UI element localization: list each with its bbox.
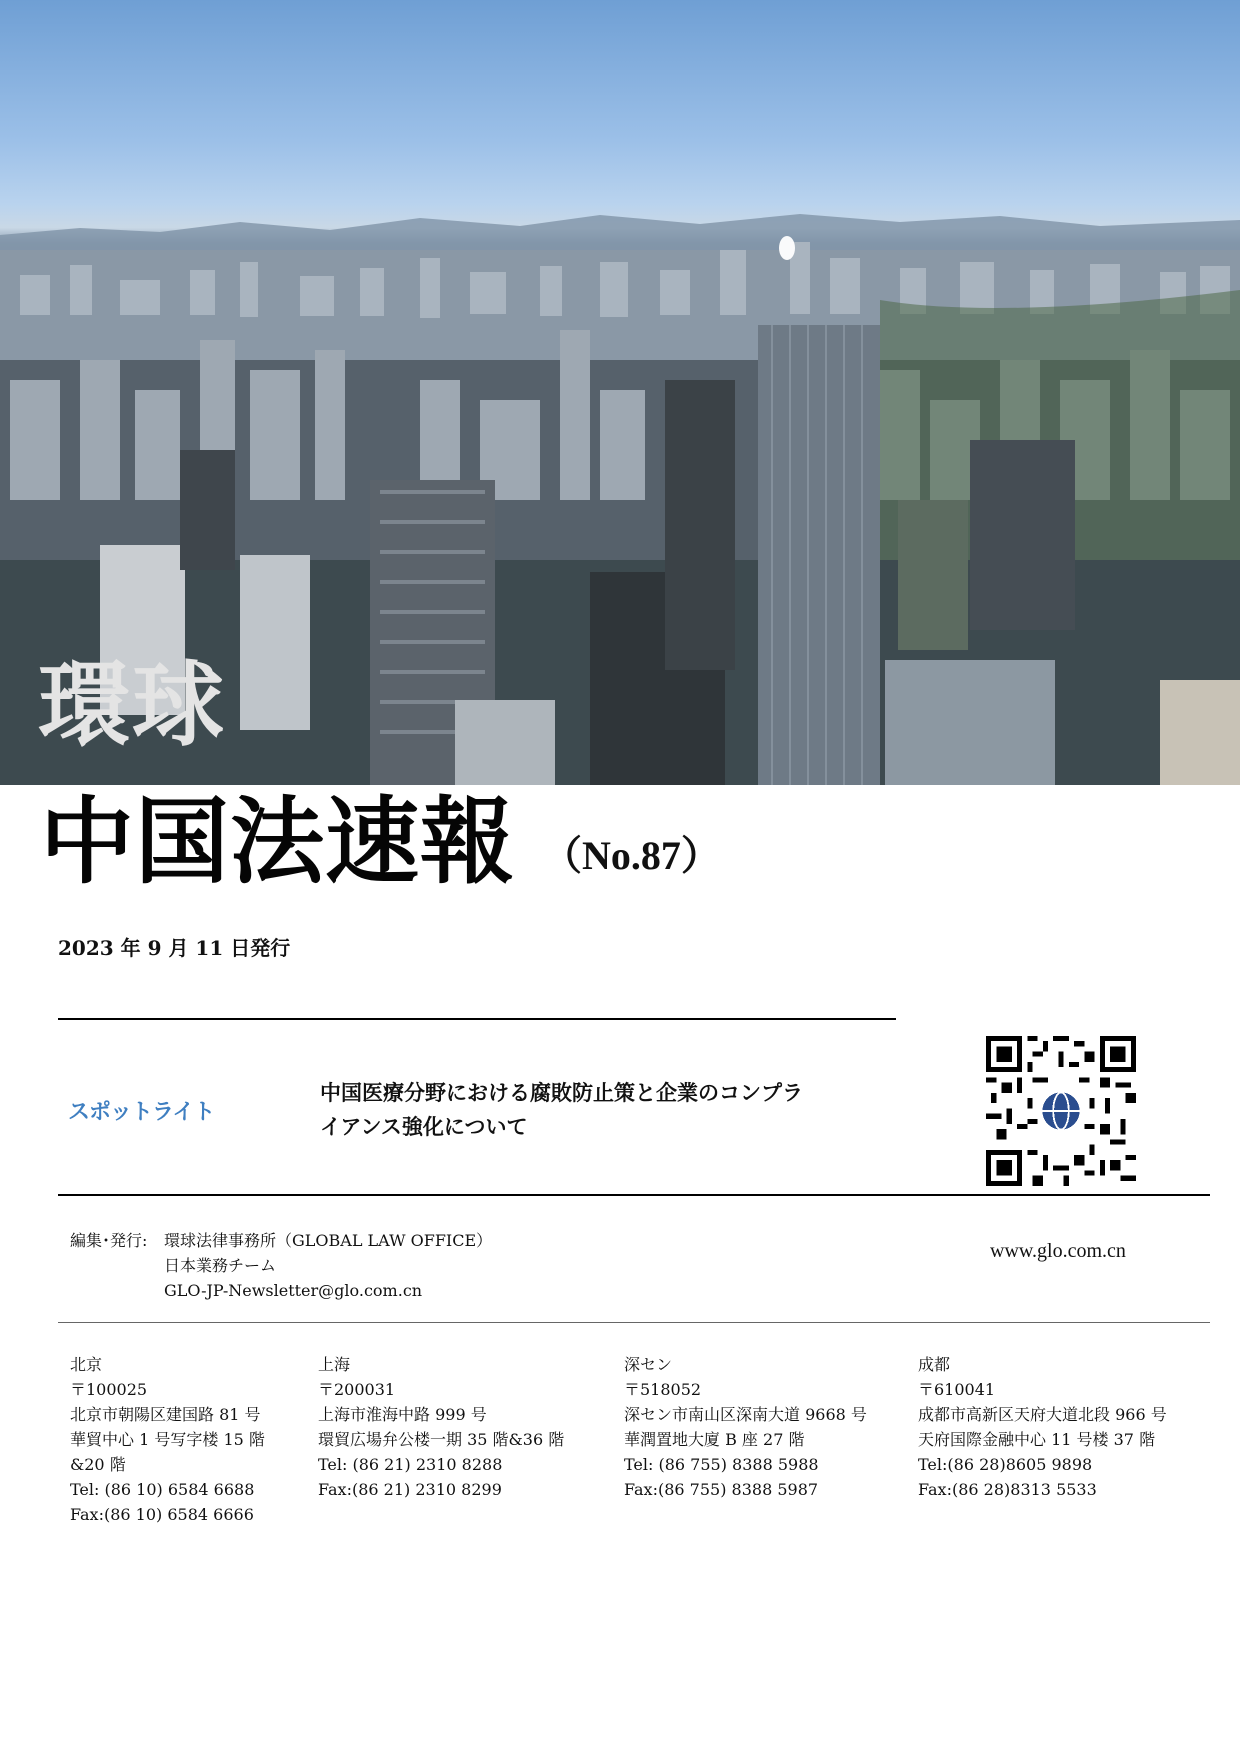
globe-logo-icon	[1038, 1088, 1085, 1135]
spotlight-label: スポットライト	[68, 1100, 215, 1125]
spotlight-headline[interactable]	[320, 1076, 880, 1144]
office-fax: Fax:(86 10) 6584 6666	[70, 1505, 254, 1524]
divider-middle	[58, 1194, 1210, 1196]
office-postal: 〒200031	[318, 1380, 396, 1399]
office-fax: Fax:(86 21) 2310 8299	[318, 1480, 502, 1499]
divider-bottom	[58, 1322, 1210, 1323]
office-tel: Tel: (86 755) 8388 5988	[624, 1455, 819, 1474]
publisher-name: 環球法律事務所（GLOBAL LAW OFFICE）	[164, 1231, 493, 1250]
brand-kankyu: 環球	[38, 652, 227, 759]
office-address-line: 深セン市南山区深南大道 9668 号	[624, 1405, 867, 1424]
divider-top	[58, 1018, 896, 1020]
office-chengdu	[918, 1352, 1167, 1502]
publisher-email[interactable]: GLO-JP-Newsletter@glo.com.cn	[164, 1281, 423, 1300]
office-fax: Fax:(86 755) 8388 5987	[624, 1480, 819, 1499]
headline-line-1: 中国医療分野における腐敗防止策と企業のコンプラ	[320, 1081, 803, 1105]
office-city: 深セン	[624, 1355, 673, 1374]
office-address-line: 成都市高新区天府大道北段 966 号	[918, 1405, 1167, 1424]
office-address-line: 上海市淮海中路 999 号	[318, 1405, 487, 1424]
headline-line-2: イアンス強化について	[320, 1115, 528, 1139]
office-address-line: 環貿広場弁公楼一期 35 階&36 階	[318, 1430, 565, 1449]
publisher-label: 編集･発行:	[70, 1231, 148, 1250]
office-tel: Tel: (86 21) 2310 8288	[318, 1455, 503, 1474]
publication-date: 2023 年 9 月 11 日発行	[58, 936, 291, 960]
office-address-line: 華潤置地大廈 B 座 27 階	[624, 1430, 805, 1449]
website-link[interactable]: www.glo.com.cn	[990, 1240, 1126, 1262]
hero-city-photo	[0, 0, 1240, 785]
office-shenzhen	[624, 1352, 867, 1502]
publisher-team: 日本業務チーム	[164, 1256, 277, 1275]
office-address-line: 天府国際金融中心 11 号楼 37 階	[918, 1430, 1156, 1449]
office-city: 上海	[318, 1355, 351, 1374]
office-address-line: 北京市朝陽区建国路 81 号	[70, 1405, 261, 1424]
office-shanghai	[318, 1352, 564, 1502]
office-address-line: &20 階	[70, 1455, 126, 1474]
office-postal: 〒100025	[70, 1380, 148, 1399]
office-tel: Tel:(86 28)8605 9898	[918, 1455, 1093, 1474]
office-city: 北京	[70, 1355, 103, 1374]
office-postal: 〒610041	[918, 1380, 996, 1399]
newsletter-title: 中国法速報	[40, 788, 516, 897]
office-fax: Fax:(86 28)8313 5533	[918, 1480, 1097, 1499]
office-tel: Tel: (86 10) 6584 6688	[70, 1480, 255, 1499]
office-postal: 〒518052	[624, 1380, 702, 1399]
qr-code-icon[interactable]	[986, 1036, 1136, 1186]
issue-number: （No.87）	[542, 833, 721, 878]
office-address-line: 華貿中心 1 号写字楼 15 階	[70, 1430, 265, 1449]
publisher-block	[70, 1228, 492, 1303]
office-city: 成都	[918, 1355, 951, 1374]
office-beijing	[70, 1352, 265, 1527]
